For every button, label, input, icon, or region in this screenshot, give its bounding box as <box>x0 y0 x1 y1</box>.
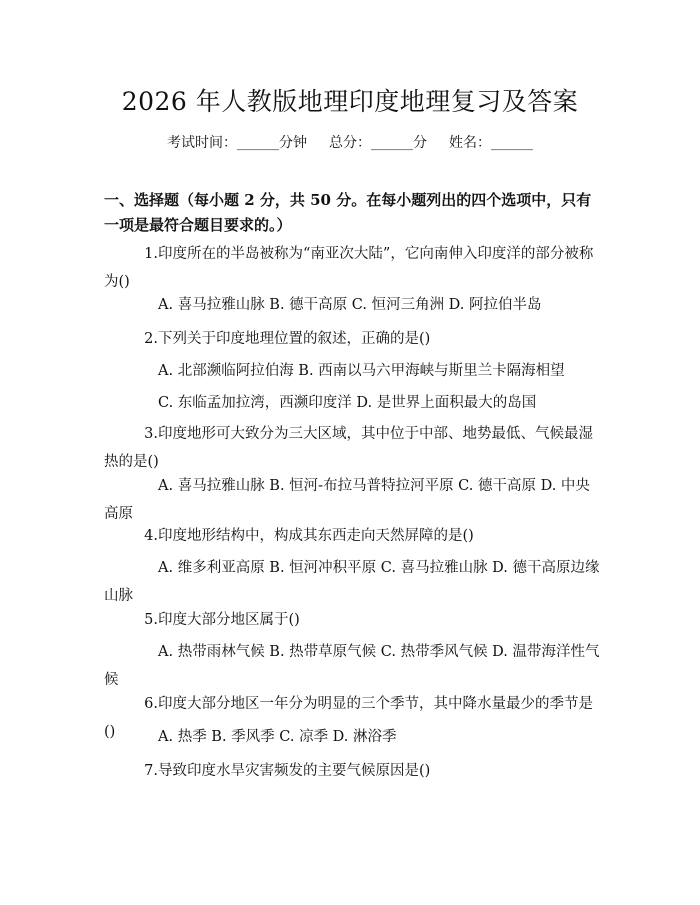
question-2-options-a-b <box>104 357 604 385</box>
question-1-options <box>104 291 604 319</box>
option-line: A. 喜马拉雅山脉 B. 恒河-布拉马普特拉河平原 C. 德干高原 D. 中央高原 <box>104 478 590 522</box>
option-line: A. 热季 B. 季风季 C. 凉季 D. 淋浴季 <box>158 729 397 745</box>
exam-meta-line <box>0 132 700 152</box>
question-7 <box>104 757 604 785</box>
question-4 <box>104 522 604 550</box>
question-number: 7. <box>144 763 158 779</box>
name-field: 姓名：______ <box>449 135 533 151</box>
question-number: 4. <box>144 528 158 544</box>
question-6-options <box>104 723 604 751</box>
question-number: 2. <box>144 331 158 347</box>
question-5-options <box>104 638 604 694</box>
option-line: A. 维多利亚高原 B. 恒河冲积平原 C. 喜马拉雅山脉 D. 德干高原边缘山脉 <box>104 560 600 604</box>
option-line: A. 北部濒临阿拉伯海 B. 西南以马六甲海峡与斯里兰卡隔海相望 <box>158 363 565 379</box>
question-4-options <box>104 554 604 610</box>
question-text: 印度地形可大致分为三大区域，其中位于中部、地势最低、气候最湿热的是() <box>104 426 593 470</box>
question-2-options-c-d <box>104 389 604 417</box>
question-text: 印度地形结构中，构成其东西走向天然屏障的是() <box>158 528 474 544</box>
question-1 <box>104 240 604 296</box>
question-text: 印度大部分地区属于() <box>158 612 300 628</box>
question-number: 1. <box>144 246 158 262</box>
option-line: A. 热带雨林气候 B. 热带草原气候 C. 热带季风气候 D. 温带海洋性气候 <box>104 644 600 688</box>
section-heading: 一、选择题（每小题 2 分，共 50 分。在每小题列出的四个选项中，只有一项是最符合题目要求的。） <box>104 191 592 234</box>
question-5 <box>104 606 604 634</box>
option-line: A. 喜马拉雅山脉 B. 德干高原 C. 恒河三角洲 D. 阿拉伯半岛 <box>158 297 542 313</box>
exam-time-field: 考试时间：______分钟 <box>167 135 307 151</box>
question-text: 印度所在的半岛被称为“南亚次大陆”，它向南伸入印度洋的部分被称为() <box>104 246 594 290</box>
total-score-field: 总分：______分 <box>329 135 427 151</box>
question-2 <box>104 325 604 353</box>
question-number: 3. <box>144 426 158 442</box>
question-text: 导致印度水旱灾害频发的主要气候原因是() <box>158 763 431 779</box>
question-number: 5. <box>144 612 158 628</box>
document-title: 2026 年人教版地理印度地理复习及答案 <box>121 87 579 116</box>
question-text: 下列关于印度地理位置的叙述，正确的是() <box>158 331 431 347</box>
question-3-options <box>104 472 604 528</box>
question-3 <box>104 420 604 476</box>
option-line: C. 东临孟加拉湾，西濒印度洋 D. 是世界上面积最大的岛国 <box>158 395 537 411</box>
question-text: 印度大部分地区一年分为明显的三个季节，其中降水量最少的季节是() <box>104 696 593 740</box>
question-number: 6. <box>144 696 158 712</box>
